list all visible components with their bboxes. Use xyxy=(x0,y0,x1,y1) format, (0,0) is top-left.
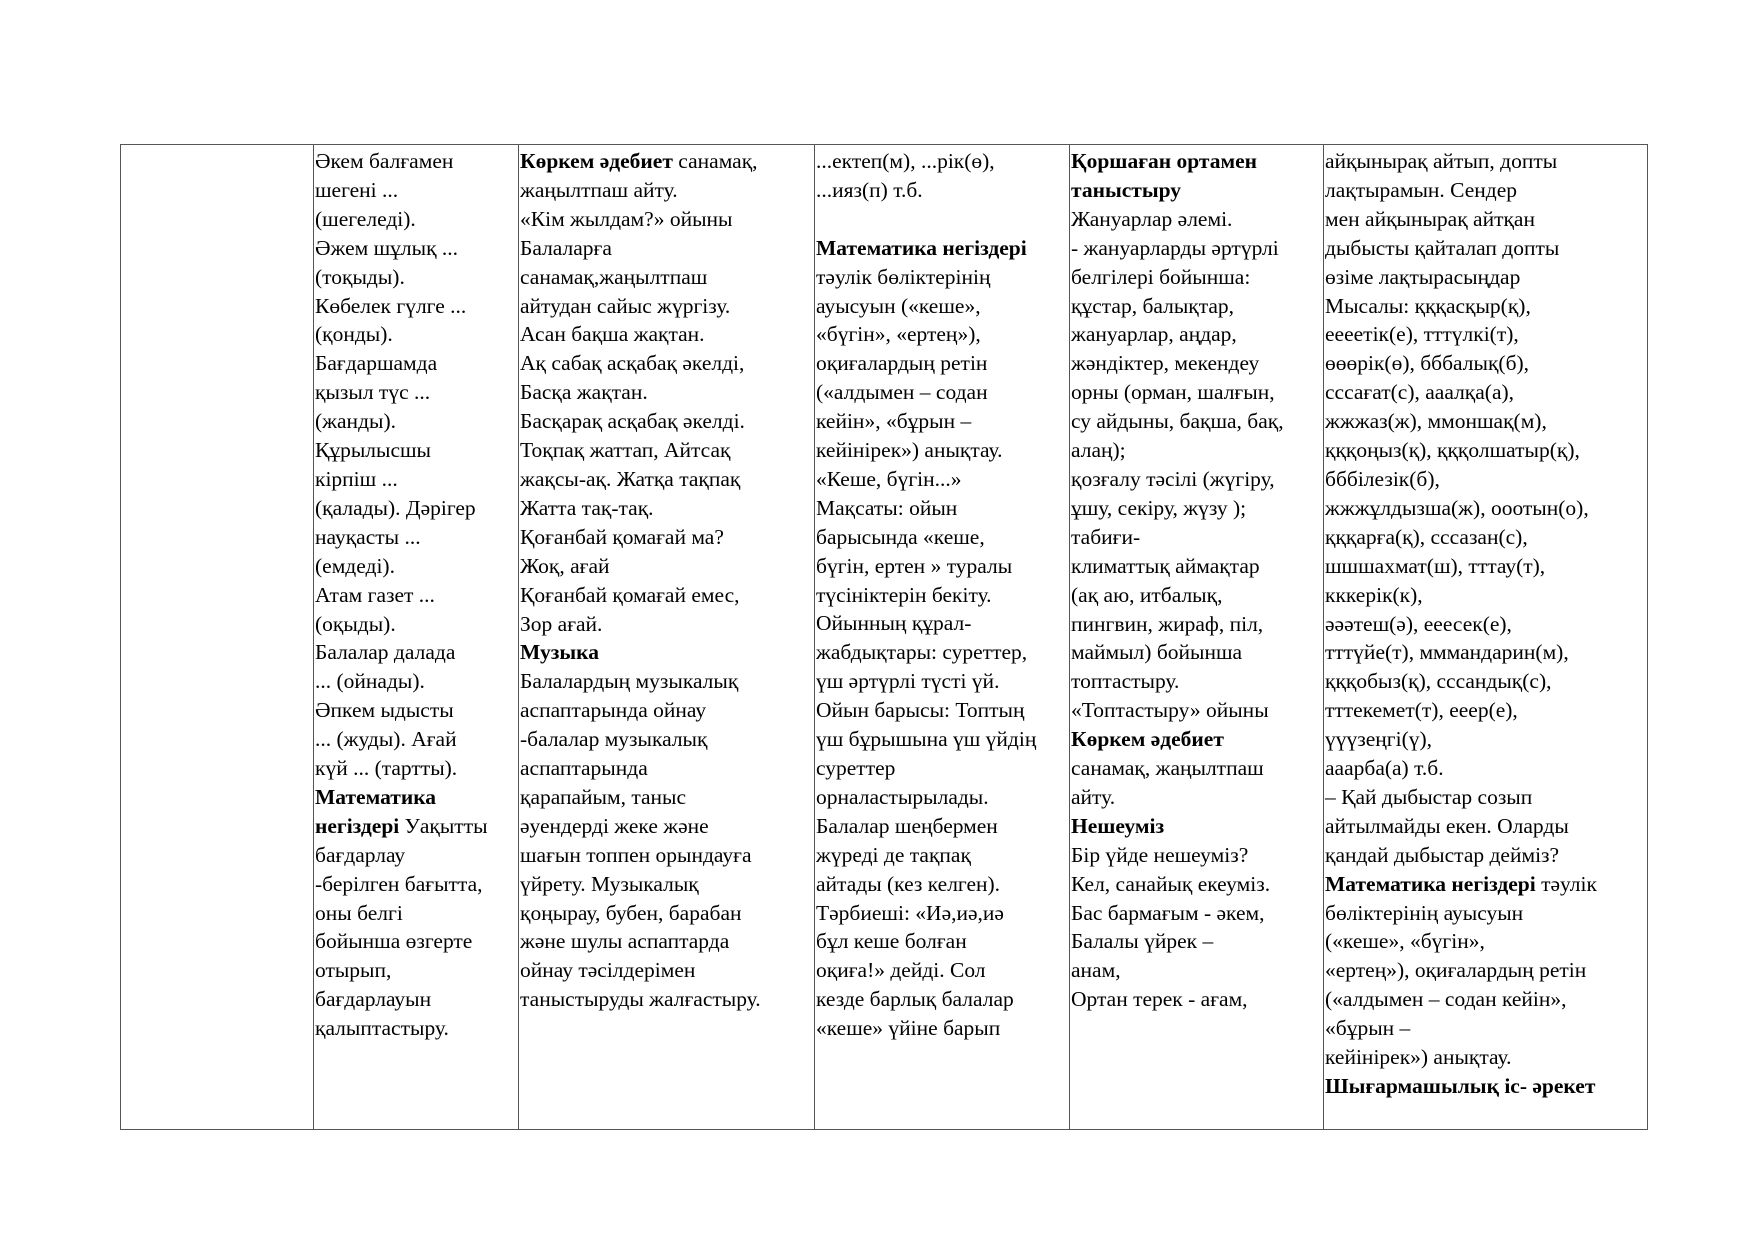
text-line: ұшу, секіру, жүзу ); xyxy=(1071,495,1247,520)
text-line: (жанды). xyxy=(315,409,396,434)
text-line: Қоғанбай қомағай емес, xyxy=(520,582,740,607)
text-line: табиғи- xyxy=(1071,524,1141,549)
text-line: ойнау тәсілдерімен xyxy=(520,958,696,983)
text-line: Құрылысшы xyxy=(315,438,432,463)
text-line: Бір үйде нешеуміз? xyxy=(1071,842,1249,867)
text-line: бббілезік(б), xyxy=(1325,466,1440,491)
text-line: (оқыды). xyxy=(315,611,396,636)
bold-heading: Математика xyxy=(315,784,437,809)
text-line: әәәтеш(ә), ееесек(е), xyxy=(1325,611,1512,636)
text-line: аспаптарында xyxy=(520,756,648,781)
bold-heading: негіздері xyxy=(315,813,400,838)
text-line: орны (орман, шалғын, xyxy=(1071,380,1275,405)
text-line: Зор ағай. xyxy=(520,611,603,636)
text-line: ааарба(а) т.б. xyxy=(1325,756,1444,781)
text-line: бұл кеше болған xyxy=(816,929,967,954)
text-line: су айдыны, бақша, бақ, xyxy=(1071,409,1284,434)
text-line: қққарға(қ), сссазан(с), xyxy=(1325,524,1528,549)
text-line: (шегеледі). xyxy=(315,206,416,231)
text-line: «Кім жылдам?» ойыны xyxy=(520,206,733,231)
text-line: құстар, балықтар, xyxy=(1071,293,1235,318)
text-line: қққобыз(қ), сссандық(с), xyxy=(1325,669,1552,694)
text-line: алаң); xyxy=(1071,438,1126,463)
text-line: кейінірек») анықтау. xyxy=(1325,1045,1512,1070)
blank-line xyxy=(816,205,1069,234)
bold-heading: Музыка xyxy=(520,640,599,665)
text-line: жаңылтпаш айту. xyxy=(520,177,678,202)
text-line xyxy=(520,147,814,176)
text-line: Жануарлар әлемі. xyxy=(1071,206,1233,231)
text-line: жжжұлдызша(ж), ооотын(о), xyxy=(1325,495,1589,520)
text-line: таныстыруды жалғастыру. xyxy=(520,987,761,1012)
bold-heading: Нешеуміз xyxy=(1071,813,1165,838)
text-line: қоңырау, бубен, барабан xyxy=(520,900,742,925)
text-line: кккерік(к), xyxy=(1325,582,1423,607)
text-line: Ойын барысы: Топтың xyxy=(816,698,1025,723)
text-line: орналастырылады. xyxy=(816,784,989,809)
text-line: Басқарақ асқабақ әкелді. xyxy=(520,409,745,434)
text-line: оқиға!» дейді. Сол xyxy=(816,958,986,983)
text-line: маймыл) бойынша xyxy=(1071,640,1243,665)
text-line: Кел, санайық екеуміз. xyxy=(1071,871,1271,896)
lesson-plan-table xyxy=(120,144,1648,1130)
text-line: Тоқпақ жаттап, Айтсақ xyxy=(520,438,731,463)
table-cell-6 xyxy=(1324,145,1648,1130)
text-line: қандай дыбыстар дейміз? xyxy=(1325,842,1560,867)
text-line: Атам газет ... xyxy=(315,582,435,607)
text-line: Бағдаршамда xyxy=(315,351,438,376)
text-line: Мақсаты: ойын xyxy=(816,495,958,520)
table-cell-5 xyxy=(1070,145,1324,1130)
inline-text: Уақытты xyxy=(399,813,488,838)
text-line: пингвин, жираф, піл, xyxy=(1071,611,1264,636)
text-line: санамақ, жаңылтпаш xyxy=(1071,756,1264,781)
text-line: сссағат(с), ааалқа(а), xyxy=(1325,380,1515,405)
text-line: топтастыру. xyxy=(1071,669,1180,694)
text-line: жабдықтары: суреттер, xyxy=(816,640,1028,665)
text-line: Әкем балғамен xyxy=(315,149,454,173)
text-line xyxy=(1325,1072,1647,1101)
bold-heading: Математика негіздері xyxy=(1325,871,1536,896)
inline-text: тәулік xyxy=(1535,871,1597,896)
text-line: отырып, xyxy=(315,958,392,983)
text-line: шшшахмат(ш), тттау(т), xyxy=(1325,553,1546,578)
text-line: Жоқ, ағай xyxy=(520,553,610,578)
text-line xyxy=(1071,725,1323,754)
text-line: ауысуын («кеше», xyxy=(816,293,981,318)
text-line: ...ектеп(м), ...рік(ө), xyxy=(816,149,995,173)
text-line: оны белгі xyxy=(315,900,403,925)
text-line: жжжаз(ж), ммоншақ(м), xyxy=(1325,409,1547,434)
text-line: анам, xyxy=(1071,958,1121,983)
text-line: жануарлар, аңдар, xyxy=(1071,322,1237,347)
text-line xyxy=(520,638,814,667)
text-line xyxy=(1071,176,1323,205)
text-line: бағдарлау xyxy=(315,842,406,867)
text-line: шегені ... xyxy=(315,177,399,202)
text-line: белгілері бойынша: xyxy=(1071,264,1251,289)
text-line: Ақ сабақ асқабақ әкелді, xyxy=(520,351,745,376)
text-line: мен айқынырақ айтқан xyxy=(1325,206,1535,231)
text-line: түсініктерін бекіту. xyxy=(816,582,992,607)
text-line: өзіме лақтырасыңдар xyxy=(1325,264,1521,289)
text-line: Әпкем ыдысты xyxy=(315,698,454,723)
text-line: өөөрік(ө), бббалық(б), xyxy=(1325,351,1530,376)
text-line: Балалар шеңбермен xyxy=(816,813,998,838)
text-line xyxy=(315,783,518,812)
text-line: барысында «кеше, xyxy=(816,524,985,549)
text-line: бағдарлауын xyxy=(315,987,432,1012)
bold-heading: Шығармашылық іс- әрекет xyxy=(1325,1074,1596,1098)
text-line: үш бұрышына үш үйдің xyxy=(816,727,1037,752)
text-line: кезде барлық балалар xyxy=(816,987,1014,1012)
text-line: Ортан терек - ағам, xyxy=(1071,987,1248,1012)
text-line: «Топтастыру» ойыны xyxy=(1071,698,1269,723)
text-line: Жатта тақ-тақ. xyxy=(520,495,654,520)
text-line: Ойынның құрал- xyxy=(816,611,972,636)
text-line: айқынырақ айтып, допты xyxy=(1325,149,1558,173)
text-line: қозғалу тәсілі (жүгіру, xyxy=(1071,466,1275,491)
bold-heading: таныстыру xyxy=(1071,177,1182,202)
text-line xyxy=(1071,147,1323,176)
text-line: шағын топпен орындауға xyxy=(520,842,752,867)
text-line xyxy=(816,234,1069,263)
text-line: үш әртүрлі түсті үй. xyxy=(816,669,1000,694)
bold-heading: Көркем әдебиет xyxy=(520,149,673,173)
text-line: «кеше» үйіне барып xyxy=(816,1016,1001,1041)
text-line: аспаптарында ойнау xyxy=(520,698,707,723)
text-line: бөліктерінің ауысуын xyxy=(1325,900,1524,925)
text-line: -балалар музыкалық xyxy=(520,727,708,752)
text-line: айтылмайды екен. Оларды xyxy=(1325,813,1569,838)
text-line: қарапайым, таныс xyxy=(520,784,687,809)
text-line: («алдымен – содан xyxy=(816,380,988,405)
text-line xyxy=(1071,812,1323,841)
text-line: Асан бақша жақтан. xyxy=(520,322,705,347)
text-line: тттекемет(т), еeер(е), xyxy=(1325,698,1518,723)
text-line: күй ... (тартты). xyxy=(315,756,458,781)
table-cell-3 xyxy=(519,145,815,1130)
text-line: дыбысты қайталап допты xyxy=(1325,235,1560,260)
text-line: Бас бармағым - әкем, xyxy=(1071,900,1265,925)
text-line: -берілген бағытта, xyxy=(315,871,483,896)
bold-heading: Көркем әдебиет xyxy=(1071,727,1224,752)
text-line: еееетік(е), тттүлкі(т), xyxy=(1325,322,1519,347)
text-line: қалыптастыру. xyxy=(315,1016,449,1041)
text-line: бойынша өзгерте xyxy=(315,929,473,954)
text-line: Қоғанбай қомағай ма? xyxy=(520,524,724,549)
text-line xyxy=(315,812,518,841)
text-line: Балалы үйрек – xyxy=(1071,929,1214,954)
table-cell-4 xyxy=(815,145,1070,1130)
text-line: Тәрбиеші: «Иә,иә,иә xyxy=(816,900,1004,925)
text-line: үүүзеңгі(ү), xyxy=(1325,727,1433,752)
text-line: үйрету. Музыкалық xyxy=(520,871,699,896)
text-line: және шулы аспаптарда xyxy=(520,929,730,954)
text-line: (қонды). xyxy=(315,322,393,347)
text-line: «бұрын – xyxy=(1325,1016,1411,1041)
text-line: лақтырамын. Сендер xyxy=(1325,177,1518,202)
text-line: суреттер xyxy=(816,756,896,781)
text-line: жәндіктер, мекендеу xyxy=(1071,351,1260,376)
text-line: Басқа жақтан. xyxy=(520,380,648,405)
text-line: («кеше», «бүгін», xyxy=(1325,929,1485,954)
text-line: тәулік бөліктерінің xyxy=(816,264,991,289)
table-row xyxy=(121,145,1648,1130)
text-line: «ертең»), оқиғалардың ретін xyxy=(1325,958,1587,983)
text-line: Балаларға xyxy=(520,235,612,260)
text-line: ... (ойнады). xyxy=(315,669,425,694)
text-line xyxy=(1325,870,1647,899)
text-line: санамақ,жаңылтпаш xyxy=(520,264,708,289)
text-line: Мысалы: қққасқыр(қ), xyxy=(1325,293,1531,318)
text-line: «бүгін», «ертең»), xyxy=(816,322,981,347)
bold-heading: Қоршаған ортамен xyxy=(1071,149,1258,173)
text-line: кейін», «бұрын – xyxy=(816,409,972,434)
table-cell-2 xyxy=(314,145,519,1130)
text-line: (тоқыды). xyxy=(315,264,405,289)
text-line: қққоңыз(қ), қққолшатыр(қ), xyxy=(1325,438,1580,463)
text-line: әуендерді жеке және xyxy=(520,813,709,838)
text-line: ... (жуды). Ағай xyxy=(315,727,457,752)
text-line: (қалады). Дәрігер xyxy=(315,495,476,520)
text-line: («алдымен – содан кейін», xyxy=(1325,987,1567,1012)
text-line: «Кеше, бүгін...» xyxy=(816,466,962,491)
text-line: – Қай дыбыстар созып xyxy=(1325,784,1533,809)
text-line: оқиғалардың ретін xyxy=(816,351,988,376)
text-line: Балалардың музыкалық xyxy=(520,669,739,694)
bold-heading: Математика негіздері xyxy=(816,235,1027,260)
text-line: Балалар далада xyxy=(315,640,456,665)
text-line: кірпіш ... xyxy=(315,466,398,491)
text-line: климаттық аймақтар xyxy=(1071,553,1260,578)
inline-text: санамақ, xyxy=(672,149,758,173)
text-line: (ақ аю, итбалық, xyxy=(1071,582,1223,607)
text-line: Көбелек гүлге ... xyxy=(315,293,467,318)
text-line: қызыл түс ... xyxy=(315,380,431,405)
text-line: айтудан сайыс жүргізу. xyxy=(520,293,731,318)
text-line: жүреді де тақпақ xyxy=(816,842,971,867)
text-line: кейінірек») анықтау. xyxy=(816,438,1003,463)
text-line: науқасты ... xyxy=(315,524,421,549)
text-line: бүгін, ертен » туралы xyxy=(816,553,1013,578)
text-line: айту. xyxy=(1071,784,1116,809)
text-line: (емдеді). xyxy=(315,553,395,578)
text-line: тттүйе(т), мммандарин(м), xyxy=(1325,640,1569,665)
text-line: - жануарларды әртүрлі xyxy=(1071,235,1279,260)
text-line: Әжем шұлық ... xyxy=(315,235,459,260)
text-line: айтады (кез келген). xyxy=(816,871,1001,896)
text-line: жақсы-ақ. Жатқа тақпақ xyxy=(520,466,741,491)
table-cell-1 xyxy=(121,145,314,1130)
text-line: ...ияз(п) т.б. xyxy=(816,177,923,202)
